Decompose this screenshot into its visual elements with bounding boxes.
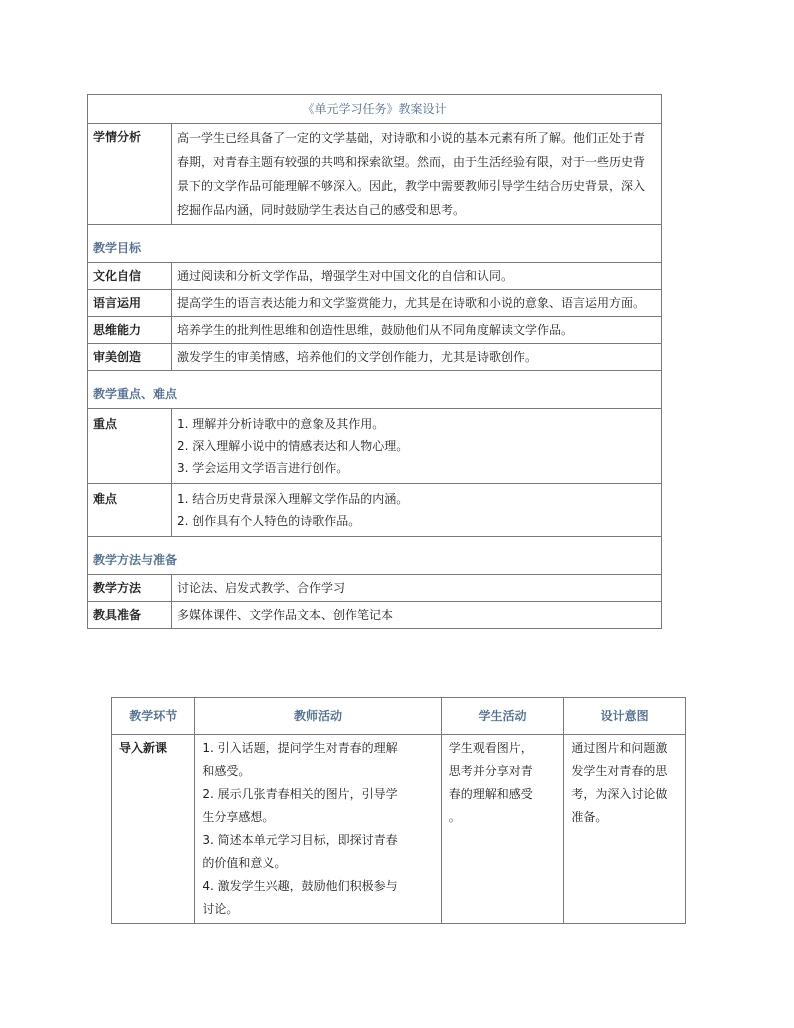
student-activity: [441, 735, 564, 924]
focus-list: [172, 409, 662, 484]
objective-label: 语言运用: [88, 290, 172, 317]
difficulty-label: 难点: [88, 484, 172, 537]
student-line: 。: [448, 810, 461, 824]
method-text: 讨论法、启发式教学、合作学习: [172, 575, 662, 602]
plan-title: 《单元学习任务》教案设计: [88, 95, 662, 124]
tools-text: 多媒体课件、文学作品文本、创作笔记本: [172, 602, 662, 629]
header-student: 学生活动: [441, 698, 564, 735]
student-line: 学生观看图片，: [448, 741, 533, 755]
teacher-line: 2. 展示几张青春相关的图片，引导学: [202, 787, 398, 801]
tools-label: 教具准备: [88, 602, 172, 629]
design-intent: [564, 735, 686, 924]
teacher-line: 生分享感想。: [202, 810, 275, 824]
teacher-line: 讨论。: [202, 902, 239, 916]
teaching-process-table: [111, 697, 686, 924]
teacher-line: 3. 简述本单元学习目标，即探讨青春: [202, 833, 398, 847]
header-intent: 设计意图: [564, 698, 686, 735]
objective-text: 激发学生的审美情感，培养他们的文学创作能力，尤其是诗歌创作。: [172, 344, 662, 371]
objective-label: 文化自信: [88, 263, 172, 290]
focus-label: 重点: [88, 409, 172, 484]
header-stage: 教学环节: [112, 698, 195, 735]
intent-line: 通过图片和问题激: [571, 741, 668, 755]
difficulty-item: 1. 结合历史背景深入理解文学作品的内涵。: [177, 492, 409, 506]
header-teacher: 教师活动: [195, 698, 441, 735]
teacher-line: 和感受。: [202, 764, 251, 778]
teacher-line: 4. 激发学生兴趣，鼓励他们积极参与: [202, 879, 398, 893]
objective-label: 思维能力: [88, 317, 172, 344]
objective-text: 通过阅读和分析文学作品，增强学生对中国文化的自信和认同。: [172, 263, 662, 290]
teacher-activity: [195, 735, 441, 924]
teacher-line: 的价值和意义。: [202, 856, 287, 870]
learning-situation-text: 高一学生已经具备了一定的文学基础，对诗歌和小说的基本元素有所了解。他们正处于青春期，对青春主题有较强的共鸣和探索欲望。然而，由于生活经验有限，对于一些历史背景下的文学作品可能理解不够深入。因此，教学中需要教师引导学生结合历史背景，深入挖掘作品内涵，同时鼓励学生表达自己的感受和思考。: [172, 124, 662, 225]
student-line: 思考并分享对青: [448, 764, 533, 778]
objectives-heading: 教学目标: [88, 225, 662, 263]
learning-situation-label: 学情分析: [88, 124, 172, 225]
difficulty-item: 2. 创作具有个人特色的诗歌作品。: [177, 514, 361, 528]
focus-item: 3. 学会运用文学语言进行创作。: [177, 461, 349, 475]
intent-line: 考，为深入讨论做: [571, 787, 668, 801]
objective-text: 提高学生的语言表达能力和文学鉴赏能力，尤其是在诗歌和小说的意象、语言运用方面。: [172, 290, 662, 317]
intent-line: 发学生对青春的思: [571, 764, 668, 778]
difficulty-list: [172, 484, 662, 537]
key-points-heading: 教学重点、难点: [88, 371, 662, 409]
student-line: 春的理解和感受: [448, 787, 533, 801]
objective-text: 培养学生的批判性思维和创造性思维，鼓励他们从不同角度解读文学作品。: [172, 317, 662, 344]
teacher-line: 1. 引入话题，提问学生对青春的理解: [202, 741, 398, 755]
focus-item: 2. 深入理解小说中的情感表达和人物心理。: [177, 439, 409, 453]
method-label: 教学方法: [88, 575, 172, 602]
lesson-plan-table: [87, 94, 662, 629]
focus-item: 1. 理解并分析诗歌中的意象及其作用。: [177, 417, 385, 431]
methods-heading: 教学方法与准备: [88, 537, 662, 575]
intent-line: 准备。: [571, 810, 608, 824]
objective-label: 审美创造: [88, 344, 172, 371]
stage-cell: 导入新课: [112, 735, 195, 924]
